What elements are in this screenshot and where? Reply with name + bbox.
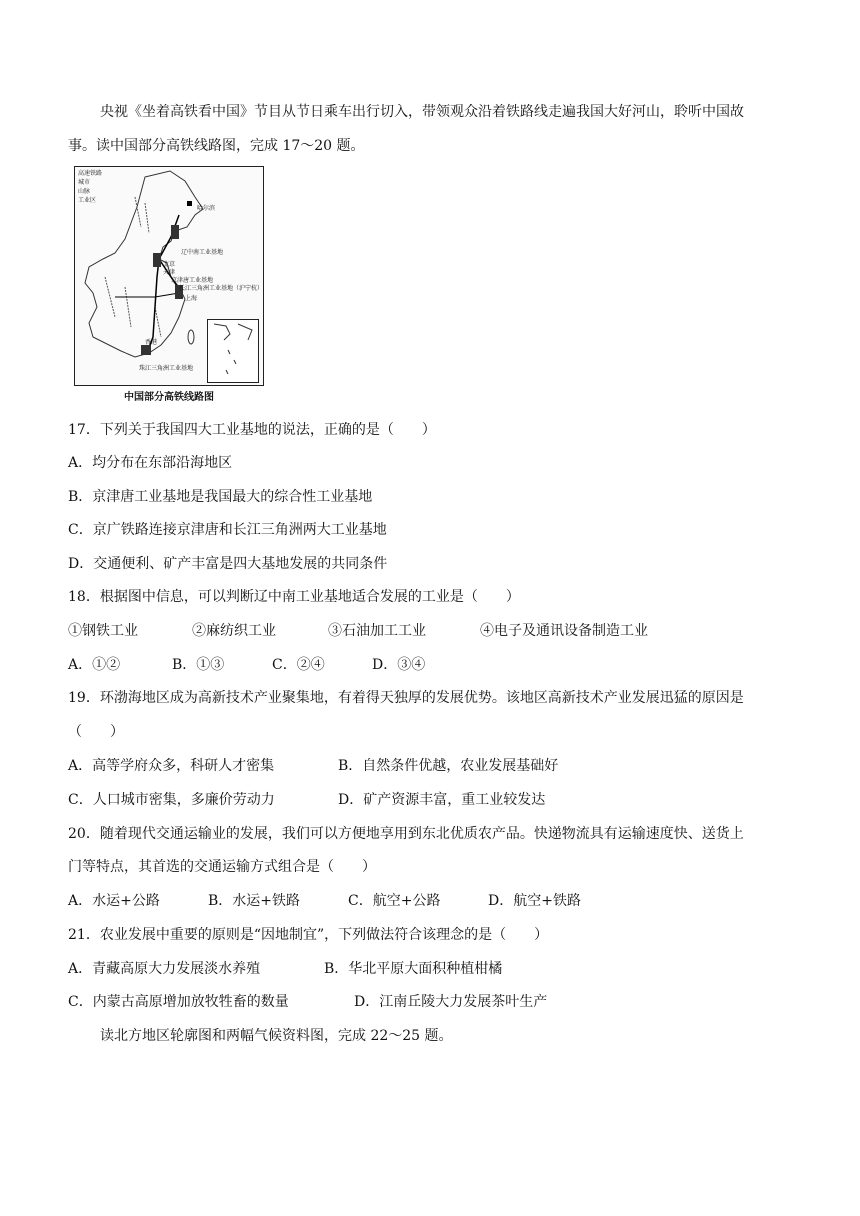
q20-option-a: A．水运+公路 [68,893,160,909]
q18-item-2: ②麻纺织工业 [192,623,276,639]
map-legend [78,169,102,205]
map-caption: 中国部分高铁线路图 [124,392,214,403]
label-shanghai: 上海 [185,295,198,302]
q21-option-a: A．青藏高原大力发展淡水养殖 [68,961,261,977]
legend-industry: 工业区 [78,197,97,204]
q21-option-c: C．内蒙古高原增加放牧牲畜的数量 [68,994,289,1010]
q18-item-1: ①钢铁工业 [68,623,138,639]
q20-options [68,891,581,911]
q19-option-c: C．人口城市密集，多廉价劳动力 [68,792,275,808]
q21-options-cd [68,992,547,1012]
q20-option-b: B．水运+铁路 [208,893,301,909]
q21-stem: 21．农业发展中重要的原则是“因地制宜”，下列做法符合该理念的是（ ） [68,927,549,943]
label-jingjintang: 京津唐工业基地 [171,277,214,284]
q19-stem: 19．环渤海地区成为高新技术产业聚集地，有着得天独厚的发展优势。该地区高新技术产业发展迅猛的原因是 [68,690,744,706]
outro-line: 读北方地区轮廓图和两幅气候资料图，完成 22～25 题。 [100,1028,453,1044]
q17-stem: 17．下列关于我国四大工业基地的说法，正确的是（ ） [68,422,436,438]
label-changjiang: 长江三角洲工业基地（沪宁杭） [179,285,264,292]
q19-options-ab [68,756,558,776]
label-tianjin: 天津 [163,269,176,276]
q18-options [68,655,425,675]
q20-stem-2: 门等特点，其首选的交通运输方式组合是（ ） [68,859,376,875]
q19-option-b: B．自然条件优越，农业发展基础好 [338,758,559,774]
q18-stem: 18．根据图中信息，可以判断辽中南工业基地适合发展的工业是（ ） [68,589,520,605]
q17-option-b: B．京津唐工业基地是我国最大的综合性工业基地 [68,489,373,505]
q20-stem: 20．随着现代交通运输业的发展，我们可以方便地享用到东北优质农产品。快递物流具有运输速度快、送货上 [68,826,744,842]
q21-option-d: D．江南丘陵大力发展茶叶生产 [354,994,548,1010]
legend-city: 城市 [78,179,91,186]
label-liaozhongnan: 辽中南工业基地 [181,249,224,256]
q20-option-c: C．航空+公路 [348,893,441,909]
rail-map-figure [74,166,264,402]
q21-option-b: B．华北平原大面积种植柑橘 [324,961,503,977]
q19-stem-2: （ ） [68,724,124,740]
q18-option-b: B．①③ [172,657,225,673]
q17-option-a: A．均分布在东部沿海地区 [68,455,233,471]
q18-item-4: ④电子及通讯设备制造工业 [480,623,648,639]
q19-option-a: A．高等学府众多，科研人才密集 [68,758,275,774]
q20-option-d: D．航空+铁路 [488,893,581,909]
q18-items [68,621,648,641]
south-china-sea-inset [207,319,259,383]
q21-options-ab [68,959,502,979]
q19-options-cd [68,790,545,810]
q17-option-c: C．京广铁路连接京津唐和长江三角洲两大工业基地 [68,522,387,538]
label-beijing: 北京 [163,261,176,268]
q19-option-d: D．矿产资源丰富，重工业较发达 [338,792,546,808]
rail-map [74,166,264,386]
label-zhujiang: 珠江三角洲工业基地 [139,365,194,372]
q18-item-3: ③石油加工工业 [328,623,426,639]
q17-option-d: D．交通便利、矿产丰富是四大基地发展的共同条件 [68,556,388,572]
label-hongkong: 香港 [145,339,158,346]
intro-line-1: 央视《坐着高铁看中国》节目从节日乘车出行切入，带领观众沿着铁路线走遍我国大好河山，聆听中国故 [100,104,744,120]
label-harbin: 哈尔滨 [197,205,216,212]
q18-option-a: A．①② [68,657,121,673]
intro-line-2: 事。读中国部分高铁线路图，完成 17～20 题。 [68,138,365,154]
q18-option-d: D．③④ [372,657,426,673]
inset-map [208,320,258,382]
legend-rail: 高速铁路 [78,170,103,177]
legend-mountain: 山脉 [78,188,91,195]
q18-option-c: C．②④ [272,657,325,673]
